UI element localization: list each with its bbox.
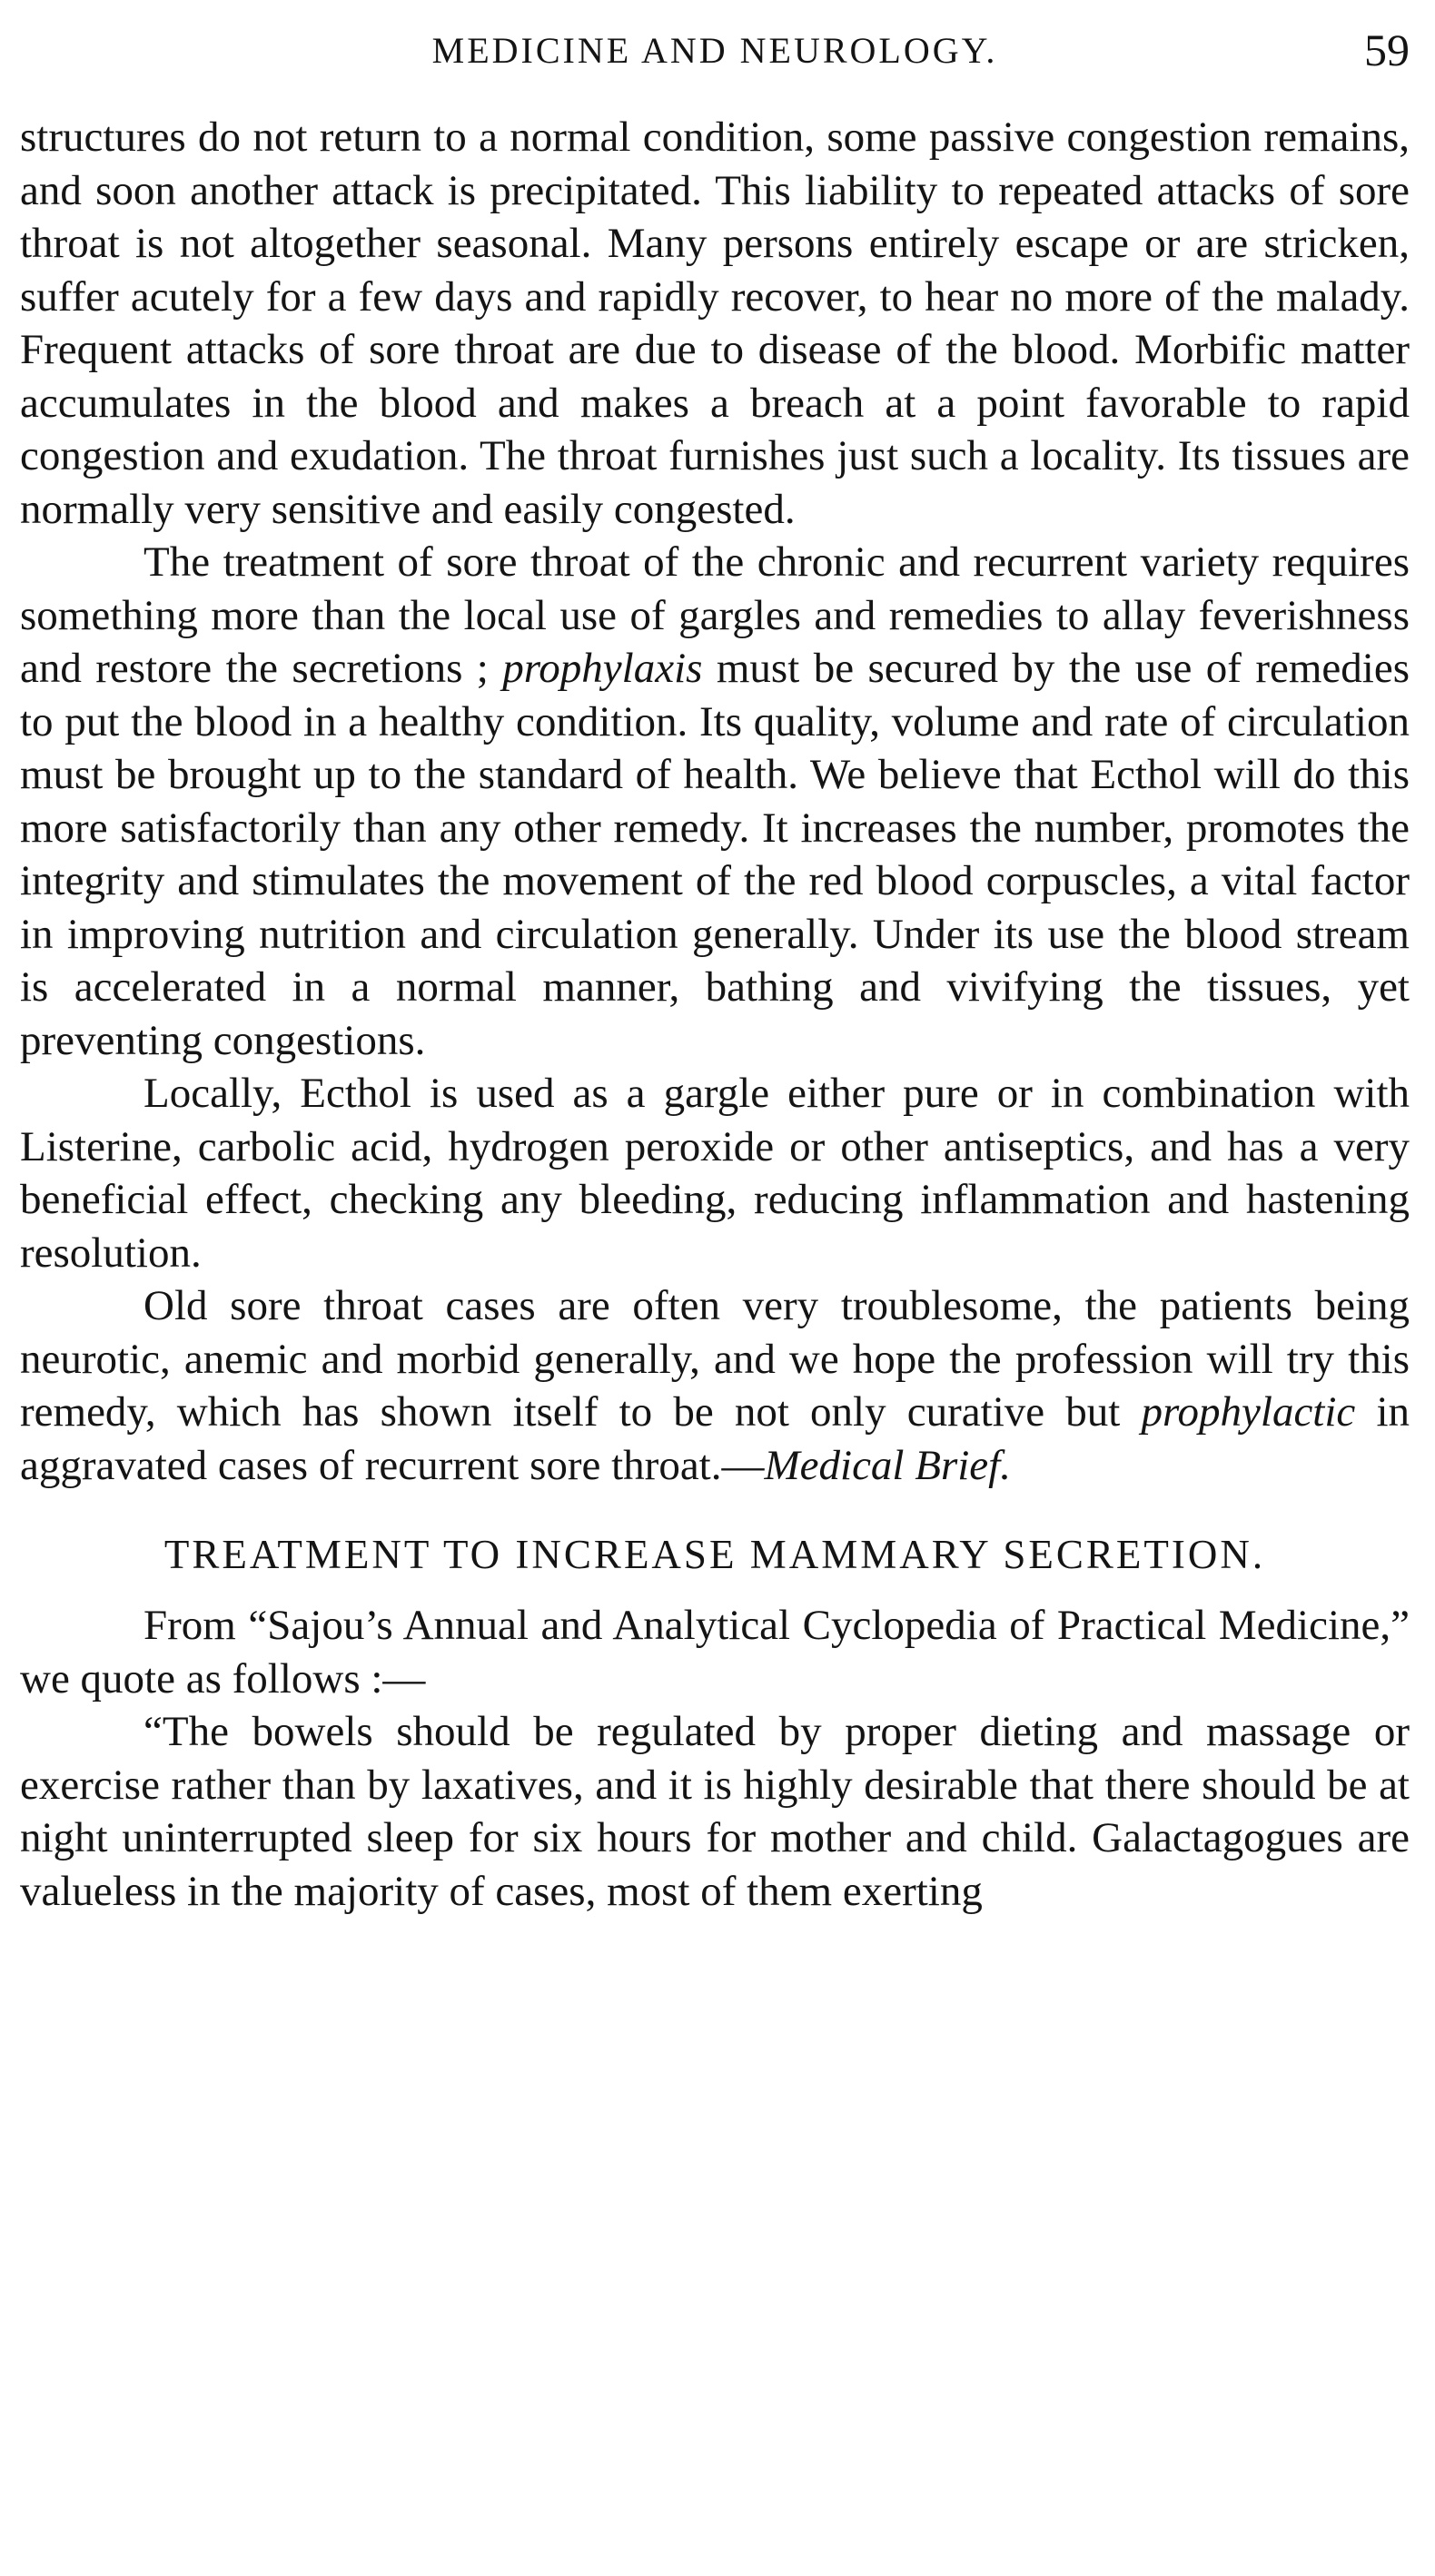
page-number: 59 — [1364, 25, 1410, 75]
source-citation: Medical Brief. — [764, 1441, 1011, 1489]
paragraph-locally: Locally, Ecthol is used as a gargle either pure or in combination with Listerine, carbolic acid, hydrogen peroxide or other antiseptics, and has a very beneficial effect, checking any bleeding, reducing inflammation and hastening resolution. — [20, 1070, 1410, 1277]
paragraph-text: The treatment of sore throat of the chronic and recurrent variety requires something more than the local use of gargles and remedies to allay feverishness and restore the secretions ; — [20, 538, 1410, 692]
paragraph-treatment — [20, 536, 1410, 1067]
paragraph-old-cases — [20, 1279, 1410, 1492]
paragraph-text: Old sore throat cases are often very troublesome, the patients being neurotic, anemic and morbid generally, and we hope the profession will try this remedy, which has shown itself to be not only curative but — [20, 1282, 1410, 1436]
book-page — [20, 0, 1410, 2576]
body-text — [20, 111, 1410, 1918]
paragraph-text: must be secured by the use of remedies to put the blood in a healthy condition. Its quality, volume and rate of circulation must be brought up to the standard of health. We believe that Ecthol will do this more satisfactorily than any other remedy. It increases the number, promotes the integrity and stimulates the movement of the red blood corpuscles, a vital factor in improving nutrition and circulation generally. Under its use the blood stream is accelerated in a normal manner, bathing and vivifying the tissues, yet preventing congestions. — [20, 645, 1410, 1064]
paragraph-continuation: structures do not return to a normal condition, some passive congestion remains, and soon another attack is precipitated. This liability to repeated attacks of sore throat is not altogether seasonal. Many persons entirely escape or are stricken, suffer acutely for a few days and rapidly recover, to hear no more of the malady. Frequent attacks of sore throat are due to disease of the blood. Morbific matter accumulates in the blood and makes a breach at a point favorable to rapid congestion and exudation. The throat furnishes just such a locality. Its tissues are normally very sensitive and easily congested. — [20, 114, 1410, 533]
running-title: MEDICINE AND NEUROLOGY. — [431, 30, 998, 71]
running-head — [20, 24, 1410, 87]
paragraph-text: in aggravated cases of recurrent sore throat.— — [20, 1388, 1410, 1489]
italic-term: prophylaxis — [502, 645, 703, 692]
section-heading: TREATMENT TO INCREASE MAMMARY SECRETION. — [163, 1532, 1266, 1577]
paragraph-quote-intro: From “Sajou’s Annual and Analytical Cyclopedia of Practical Medicine,” we quote as follows :— — [20, 1602, 1410, 1703]
italic-term: prophylactic — [1141, 1388, 1356, 1436]
paragraph-quote: “The bowels should be regulated by proper dieting and massage or exercise rather than by laxatives, and it is highly desirable that there should be at night uninterrupted sleep for six hours for mother and child. Galactagogues are valueless in the majority of cases, most of them exerting — [20, 1708, 1410, 1915]
